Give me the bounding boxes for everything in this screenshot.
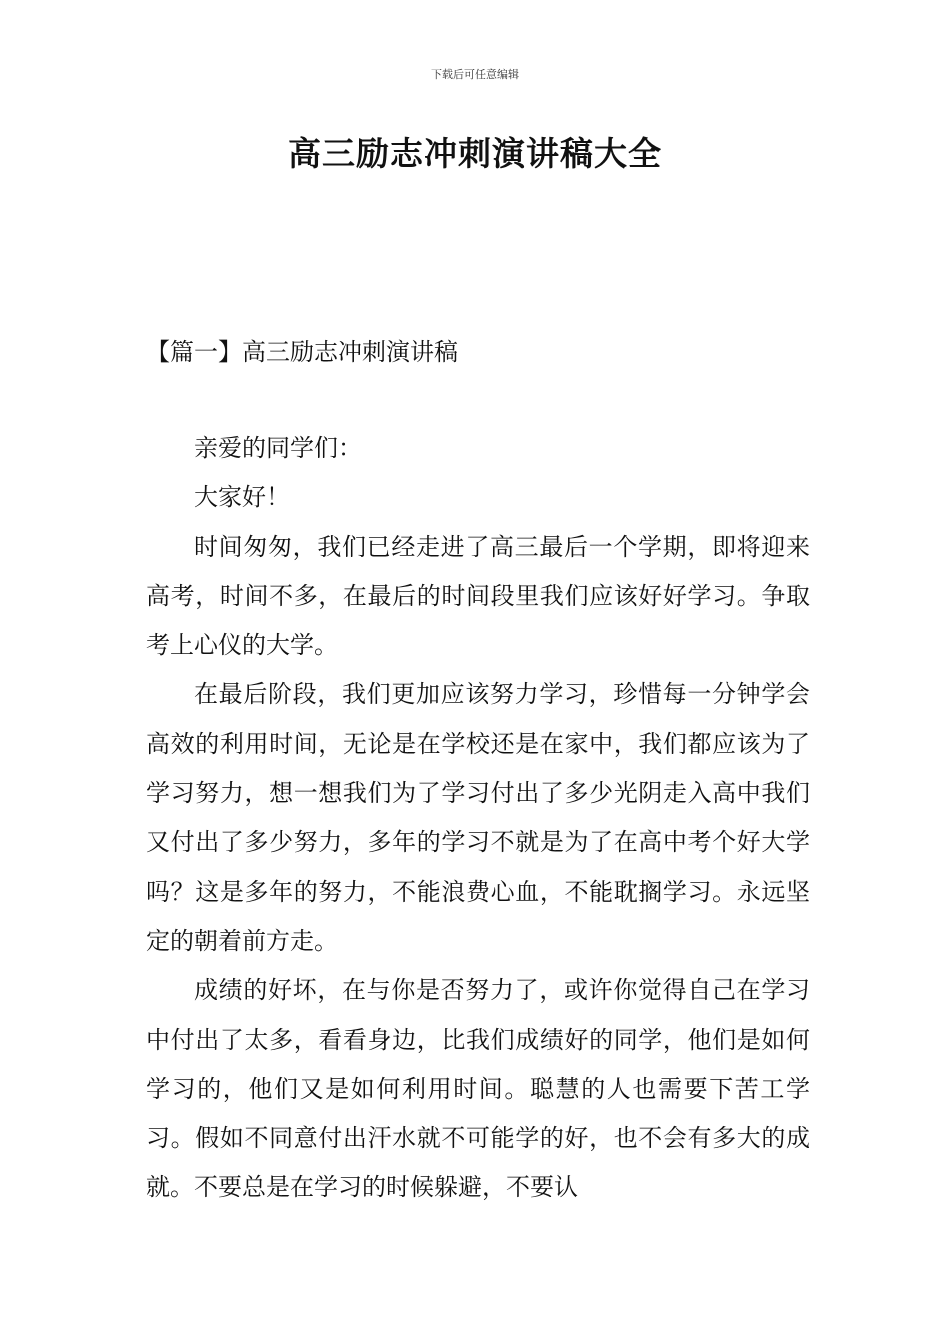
body-paragraph: 成绩的好坏，在与你是否努力了，或许你觉得自己在学习中付出了太多，看看身边，比我们成绩好的同学，他们是如何学习的，他们又是如何利用时间。聪慧的人也需要下苦工学习。假如不同意付出汗水就不可能学的好，也不会有多大的成就。不要总是在学习的时候躲避，不要认: [146, 976, 810, 1202]
section-heading: 【篇一】高三励志冲刺演讲稿: [146, 338, 458, 366]
body-paragraph: 时间匆匆，我们已经走进了高三最后一个学期，即将迎来高考，时间不多，在最后的时间段里我们应该好好学习。争取考上心仪的大学。: [146, 532, 810, 660]
document-title: 高三励志冲刺演讲稿大全: [288, 134, 662, 173]
greeting-paragraph: 大家好！: [194, 483, 290, 512]
document-body: [146, 424, 810, 1213]
header-note: 下载后可任意编辑: [431, 68, 519, 81]
salutation-paragraph: 亲爱的同学们：: [194, 434, 362, 462]
body-paragraph: 在最后阶段，我们更加应该努力学习，珍惜每一分钟学会高效的利用时间，无论是在学校还是在家中，我们都应该为了学习努力，想一想我们为了学习付出了多少光阴走入高中我们又付出了多少努力，多年的学习不就是为了在高中考个好大学吗？这是多年的努力，不能浪费心血，不能耽搁学习。永远坚定的朝着前方走。: [146, 680, 810, 955]
